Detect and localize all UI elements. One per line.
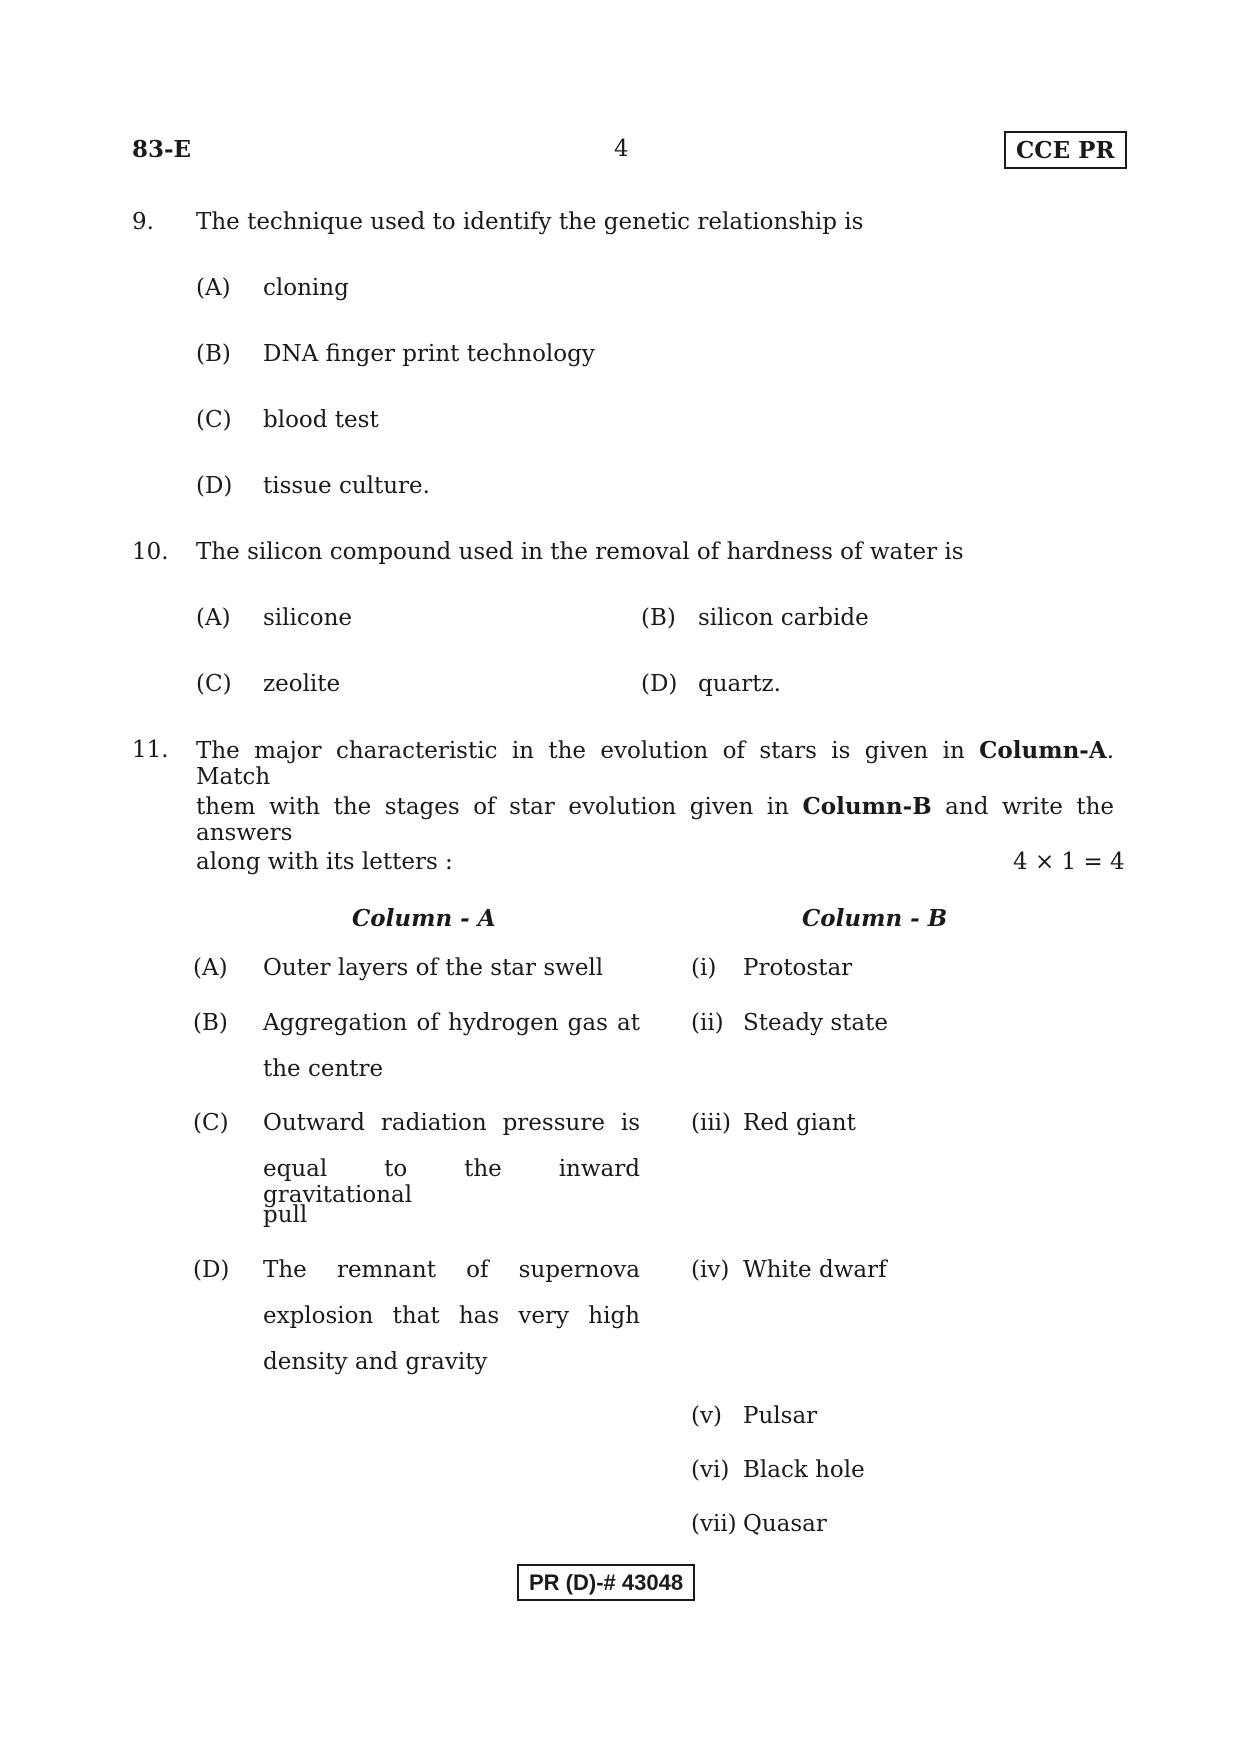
q11-column-a-ref: Column-A	[979, 737, 1107, 764]
column-a-item-d-line-1: The remnant of supernova	[263, 1257, 640, 1283]
column-b-item-i: Protostar	[743, 955, 853, 981]
q10-option-c-label: (C)	[196, 671, 232, 697]
q10-option-d-label: (D)	[641, 671, 678, 697]
q10-option-a-text: silicone	[263, 605, 353, 631]
column-a-title: Column - A	[352, 905, 496, 932]
q9-option-b-text: DNA finger print technology	[263, 341, 595, 367]
column-b-item-ii: Steady state	[743, 1010, 888, 1036]
q11-line-3: along with its letters :	[196, 849, 453, 875]
q11-column-b-ref: Column-B	[802, 793, 932, 820]
q10-option-b-text: silicon carbide	[698, 605, 869, 631]
column-a-label-b: (B)	[193, 1010, 228, 1036]
column-b-item-vi: Black hole	[743, 1457, 865, 1483]
q9-number: 9.	[132, 209, 154, 235]
column-b-title: Column - B	[802, 905, 948, 932]
column-b-label-vi: (vi)	[691, 1457, 730, 1483]
column-b-label-iv: (iv)	[691, 1257, 730, 1283]
column-a-item-b-line-2: the centre	[263, 1056, 384, 1082]
q11-line-1-end: . Match	[196, 738, 1114, 790]
page-number: 4	[614, 136, 629, 162]
column-b-label-ii: (ii)	[691, 1010, 724, 1036]
column-b-item-iii: Red giant	[743, 1110, 856, 1136]
column-b-item-vii: Quasar	[743, 1511, 827, 1537]
column-a-label-c: (C)	[193, 1110, 229, 1136]
column-b-label-i: (i)	[691, 955, 717, 981]
q10-number: 10.	[132, 539, 169, 565]
column-a-label-a: (A)	[193, 955, 228, 981]
column-a-item-c-line-1: Outward radiation pressure is	[263, 1110, 640, 1136]
column-a-item-c-line-3: pull	[263, 1202, 308, 1228]
q10-option-a-label: (A)	[196, 605, 231, 631]
q11-number: 11.	[132, 737, 169, 763]
q10-text: The silicon compound used in the removal of hardness of water is	[196, 539, 964, 565]
q9-option-c-text: blood test	[263, 407, 379, 433]
column-a-item-d-line-2: explosion that has very high	[263, 1303, 640, 1329]
column-a-label-d: (D)	[193, 1257, 230, 1283]
q9-option-d-text: tissue culture.	[263, 473, 430, 499]
column-b-item-v: Pulsar	[743, 1403, 818, 1429]
q11-line-2	[196, 793, 1114, 846]
q9-option-b-label: (B)	[196, 341, 231, 367]
column-a-item-a: Outer layers of the star swell	[263, 955, 604, 981]
column-a-item-c-line-2: equal to the inward gravitational	[263, 1156, 640, 1208]
q10-option-d-text: quartz.	[698, 671, 781, 697]
q9-option-a-text: cloning	[263, 275, 349, 301]
column-b-label-vii: (vii)	[691, 1511, 737, 1537]
q11-line-1	[196, 737, 1114, 790]
q11-line-2-end: and write the answers	[196, 794, 1115, 846]
column-b-item-iv: White dwarf	[743, 1257, 887, 1283]
column-a-item-b-line-1: Aggregation of hydrogen gas at	[263, 1010, 640, 1036]
q9-option-a-label: (A)	[196, 275, 231, 301]
q9-text: The technique used to identify the genetic relationship is	[196, 209, 864, 235]
series-badge: CCE PR	[1004, 131, 1127, 169]
q11-line-2-text: them with the stages of star evolution given in	[196, 794, 789, 820]
column-b-label-iii: (iii)	[691, 1110, 732, 1136]
footer-code: PR (D)-# 43048	[517, 1564, 695, 1601]
column-b-label-v: (v)	[691, 1403, 722, 1429]
q10-option-c-text: zeolite	[263, 671, 341, 697]
q9-option-d-label: (D)	[196, 473, 233, 499]
q10-option-b-label: (B)	[641, 605, 676, 631]
q11-line-1-text: The major characteristic in the evolution of stars is given in	[196, 738, 965, 764]
q9-option-c-label: (C)	[196, 407, 232, 433]
column-a-item-d-line-3: density and gravity	[263, 1349, 488, 1375]
paper-code: 83-E	[132, 136, 192, 163]
q11-marks: 4 × 1 = 4	[1013, 849, 1125, 875]
